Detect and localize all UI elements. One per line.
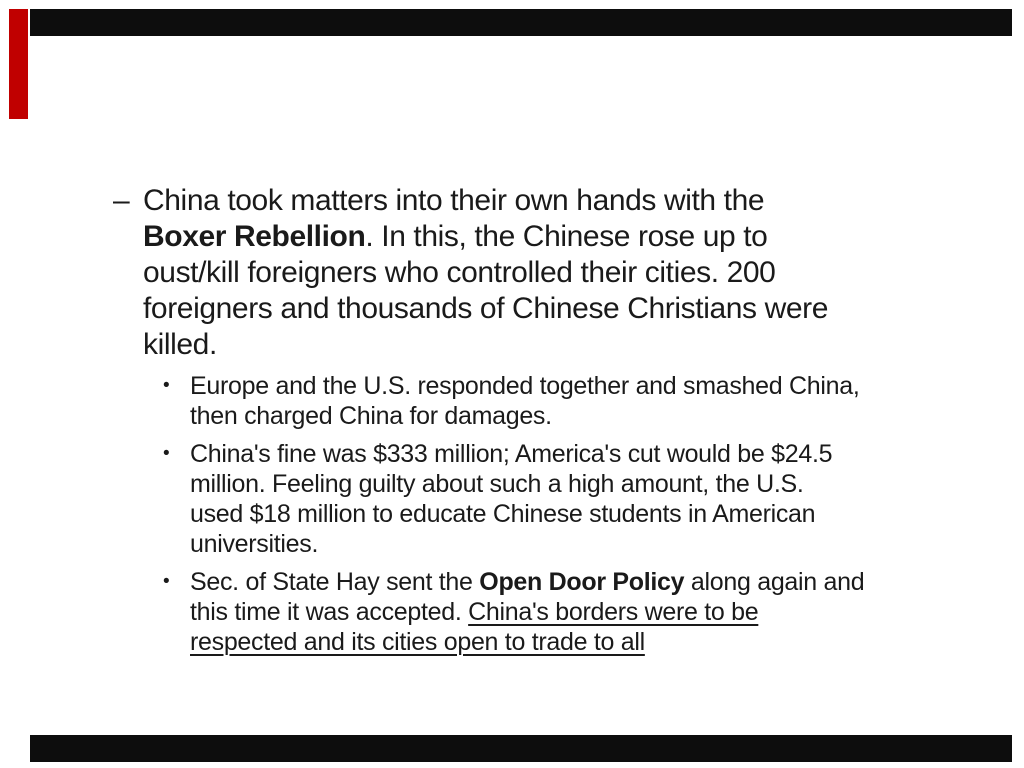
- main-bullet-line: foreigners and thousands of Chinese Christians were: [143, 292, 828, 325]
- sub-bullet-line: used $18 million to educate Chinese students in American: [190, 500, 816, 528]
- main-bullet-line: [143, 219, 993, 255]
- sub-bullet-line: [190, 627, 993, 657]
- underline-run-respected: respected and its cities open to trade to all: [190, 628, 645, 656]
- main-bullet-line: China took matters into their own hands with the: [143, 184, 765, 217]
- main-bullet: [113, 183, 993, 363]
- red-accent-stripe: [9, 9, 28, 119]
- round-bullet-marker: •: [163, 443, 170, 464]
- sub-bullet-2-text: [190, 439, 993, 559]
- bold-run-open-door-policy: Open Door Policy: [479, 568, 685, 596]
- sub-bullet-line: [190, 567, 993, 597]
- underline-run-borders: China's borders were to be: [468, 598, 759, 626]
- sub-bullet-line: China's fine was $333 million; America's cut would be $24.5: [190, 440, 833, 468]
- sub-bullet-3: [163, 567, 993, 657]
- sub-bullet-1: [163, 371, 993, 431]
- sub3-line2-pre: this time it was accepted.: [190, 598, 469, 626]
- sub-bullet-line: [190, 597, 993, 627]
- sub3-pre: Sec. of State Hay sent the: [190, 568, 480, 596]
- sub-bullet-3-text: [190, 567, 993, 657]
- dash-bullet-marker: –: [113, 184, 130, 217]
- top-letterbox-bar: [30, 9, 1012, 36]
- round-bullet-marker: •: [163, 375, 170, 396]
- sub3-post: along again and: [684, 568, 865, 596]
- slide-text-block: [113, 183, 993, 657]
- main-bullet-line-rest: . In this, the Chinese rose up to: [365, 220, 768, 253]
- main-bullet-line: killed.: [143, 328, 217, 361]
- sub-bullet-line: then charged China for damages.: [190, 402, 552, 430]
- bold-run-boxer-rebellion: Boxer Rebellion: [143, 220, 366, 253]
- sub-bullet-2: [163, 439, 993, 559]
- round-bullet-marker: •: [163, 571, 170, 592]
- sub-bullet-line: universities.: [190, 530, 319, 558]
- main-bullet-line: oust/kill foreigners who controlled their cities. 200: [143, 256, 776, 289]
- sub-bullet-line: Europe and the U.S. responded together and smashed China,: [190, 372, 860, 400]
- sub-bullet-1-text: [190, 371, 993, 431]
- sub-bullet-line: million. Feeling guilty about such a high amount, the U.S.: [190, 470, 804, 498]
- main-bullet-text: [143, 183, 993, 363]
- bottom-letterbox-bar: [30, 735, 1012, 762]
